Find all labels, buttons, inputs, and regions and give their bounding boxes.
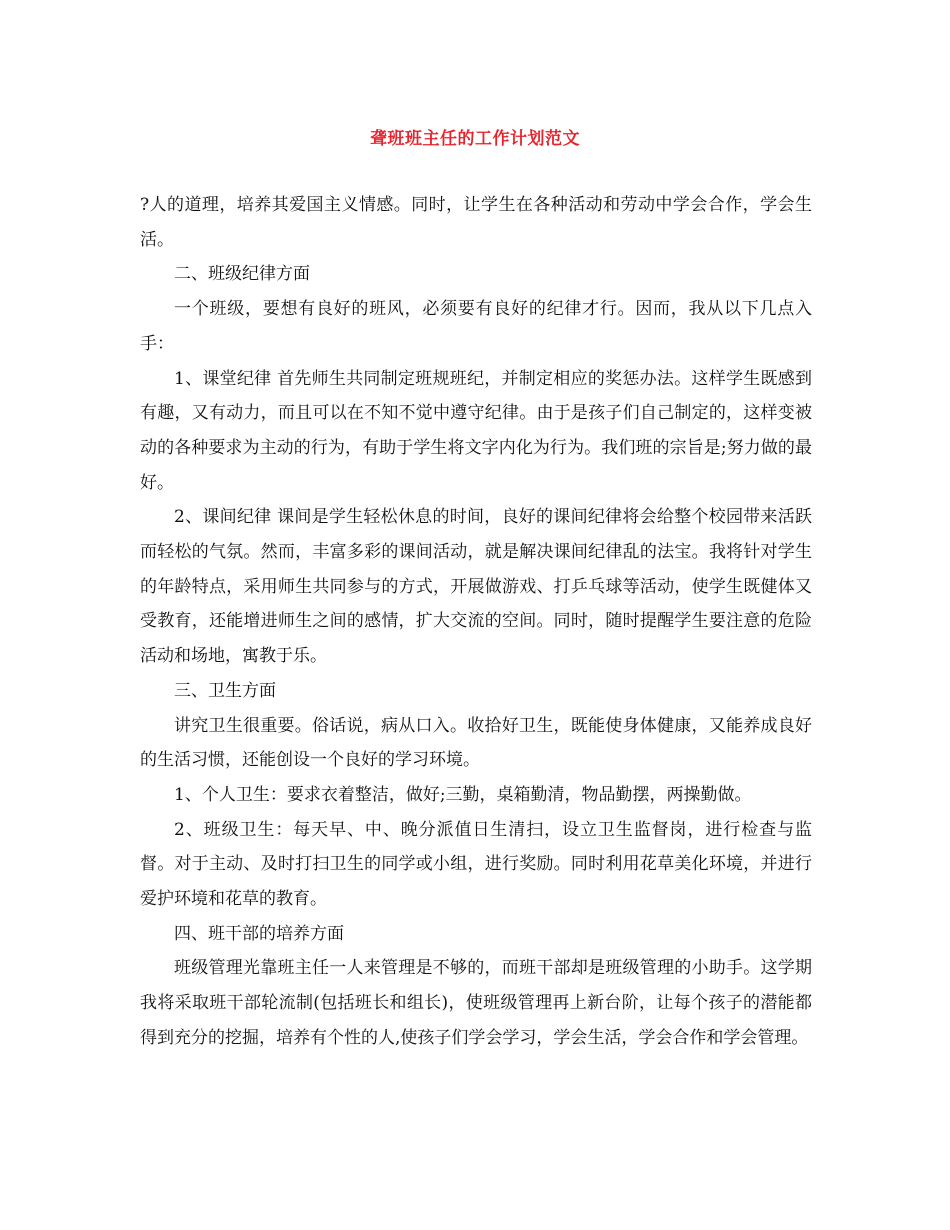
section-heading: 四、班干部的培养方面: [174, 923, 344, 944]
paragraph: 班级管理光靠班主任一人来管理是不够的，而班干部却是班级管理的小助手。这学期我将采取班干部轮流制(包括班长和组长)，使班级管理再上新台阶，让每个孩子的潜能都得到充分的挖掘，培养有个性的人,使孩子们学会学习，学会生活，学会合作和学会管理。: [140, 958, 812, 1048]
paragraph: 2、班级卫生：每天早、中、晚分派值日生清扫，设立卫生监督岗，进行检查与监督。对于主动、及时打扫卫生的同学或小组，进行奖励。同时利用花草美化环境，并进行爱护环境和花草的教育。: [140, 819, 812, 910]
paragraph: 讲究卫生很重要。俗话说，病从口入。收拾好卫生，既能使身体健康，又能养成良好的生活习惯，还能创设一个良好的学习环境。: [140, 715, 812, 771]
section-heading: 三、卫生方面: [174, 680, 276, 701]
paragraph: ?人的道理，培养其爱国主义情感。同时，让学生在各种活动和劳动中学会合作，学会生活。: [140, 195, 812, 250]
paragraph: 1、课堂纪律 首先师生共同制定班规班纪，并制定相应的奖惩办法。这样学生既感到有趣，又有动力，而且可以在不知不觉中遵守纪律。由于是孩子们自己制定的，这样变被动的各种要求为主动的行为，有助于学生将文字内化为行为。我们班的宗旨是;努力做的最好。: [140, 368, 812, 493]
paragraph: 2、课间纪律 课间是学生轻松休息的时间，良好的课间纪律将会给整个校园带来活跃而轻松的气氛。然而，丰富多彩的课间活动，就是解决课间纪律乱的法宝。我将针对学生的年龄特点，采用师生共同参与的方式，开展做游戏、打乒乓球等活动，使学生既健体又受教育，还能增进师生之间的感情，扩大交流的空间。同时，随时提醒学生要注意的危险活动和场地，寓教于乐。: [140, 507, 812, 667]
document-title: 聋班班主任的工作计划范文: [370, 129, 580, 149]
paragraph: 一个班级，要想有良好的班风，必须要有良好的纪律才行。因而，我从以下几点入手：: [140, 299, 812, 354]
document-body: [140, 188, 812, 1056]
paragraph: 1、个人卫生：要求衣着整洁，做好;三勤，桌箱勤清，物品勤摆，两操勤做。: [174, 784, 752, 805]
section-heading: 二、班级纪律方面: [174, 264, 310, 285]
